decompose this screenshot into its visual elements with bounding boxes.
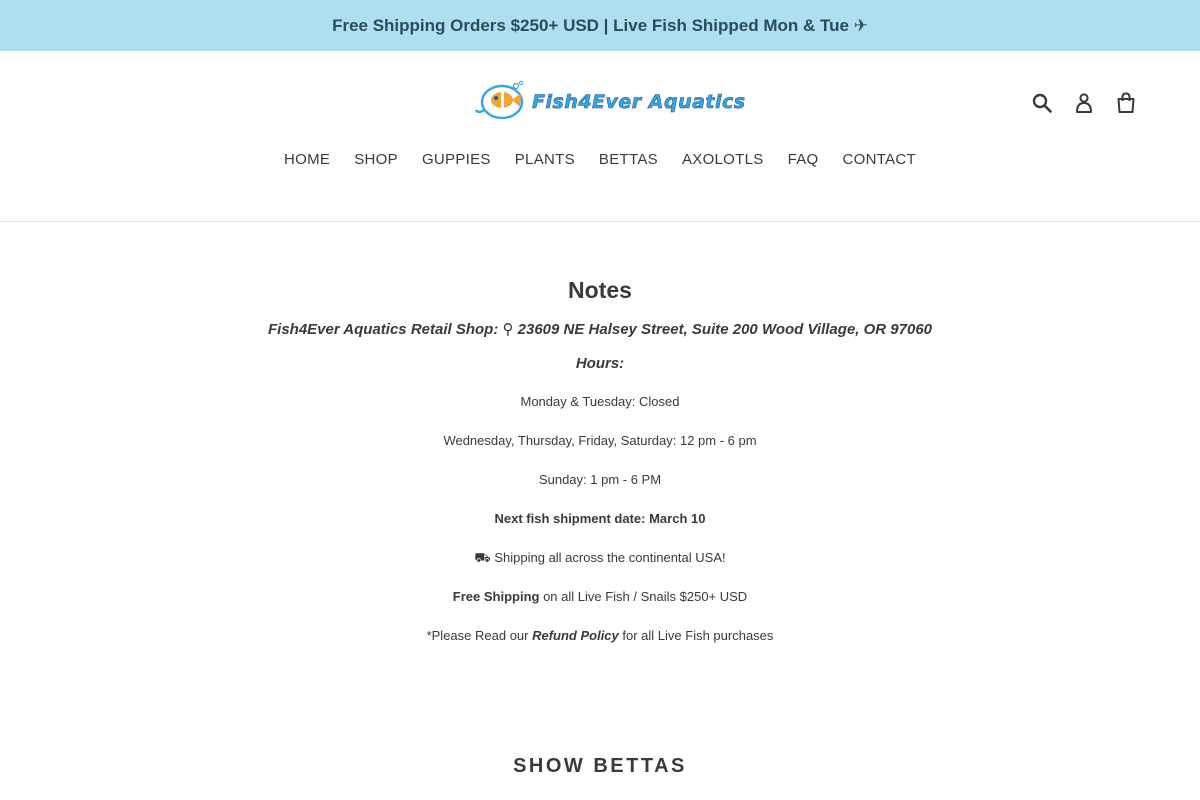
- shipping-note: ⛟ Shipping all across the continental USA!: [474, 550, 726, 565]
- show-bettas-title: SHOW BETTAS: [513, 755, 687, 777]
- free-shipping-note: [0, 589, 1200, 604]
- nav-plants[interactable]: PLANTS: [514, 151, 575, 168]
- main-nav: [0, 150, 1200, 170]
- announcement-bar: [0, 0, 1200, 51]
- nav-bettas[interactable]: BETTAS: [598, 151, 658, 168]
- next-shipment-date: Next fish shipment date: March 10: [494, 511, 706, 526]
- nav-shop[interactable]: SHOP: [354, 151, 398, 168]
- hours-sunday: Sunday: 1 pm - 6 PM: [538, 472, 662, 487]
- refund-policy-link[interactable]: Refund Policy: [532, 628, 619, 643]
- shop-address: Fish4Ever Aquatics Retail Shop: ⚲ 23609 NE Halsey Street, Suite 200 Wood Village, OR 97060: [267, 321, 932, 338]
- notes-title: Notes: [568, 277, 632, 303]
- nav-faq[interactable]: FAQ: [787, 151, 819, 168]
- hours-title: Hours:: [575, 355, 625, 372]
- hours-mon-tue: Monday & Tuesday: Closed: [520, 394, 680, 409]
- refund-note: [0, 628, 1200, 643]
- cart-icon[interactable]: [1112, 89, 1140, 117]
- site-logo[interactable]: [474, 80, 746, 124]
- nav-home[interactable]: HOME: [284, 151, 331, 168]
- logo-text: Fish4Ever Aquatics: [532, 91, 746, 113]
- hours-wed-sat: Wednesday, Thursday, Friday, Saturday: 12 pm - 6 pm: [443, 433, 757, 448]
- refund-prefix: *Please Read our: [426, 628, 533, 643]
- nav-contact[interactable]: CONTACT: [842, 151, 916, 168]
- announcement-text: Free Shipping Orders $250+ USD | Live Fish Shipped Mon & Tue ✈: [332, 15, 868, 35]
- header-icons: [1028, 89, 1154, 117]
- site-header: [0, 51, 1200, 222]
- free-shipping-detail: on all Live Fish / Snails $250+ USD: [539, 589, 748, 604]
- fish-logo-icon: [474, 80, 528, 124]
- refund-suffix: for all Live Fish purchases: [618, 628, 774, 643]
- nav-axolotls[interactable]: AXOLOTLS: [681, 151, 764, 168]
- nav-guppies[interactable]: GUPPIES: [421, 151, 491, 168]
- free-shipping-label: Free Shipping: [452, 589, 540, 604]
- search-icon[interactable]: [1028, 89, 1056, 117]
- account-icon[interactable]: [1070, 89, 1098, 117]
